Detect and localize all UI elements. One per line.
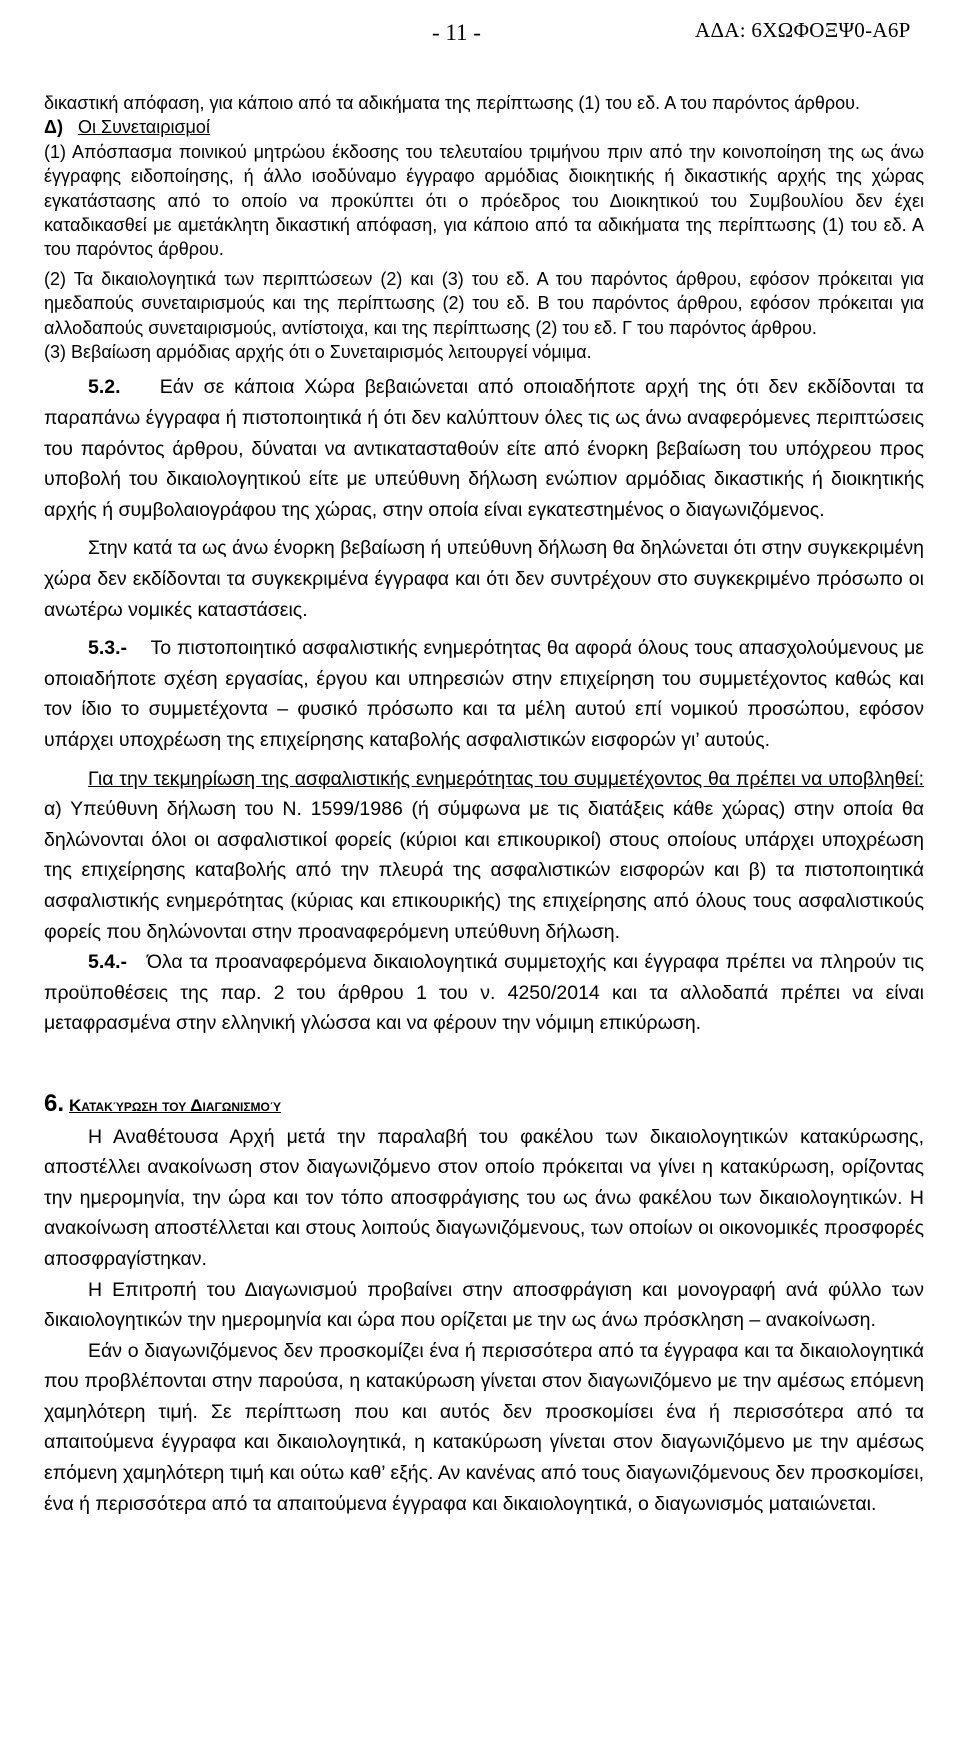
section-d-item-3: (3) Βεβαίωση αρμόδιας αρχής ότι ο Συνεταιρισμός λειτουργεί νόμιμα. — [44, 342, 592, 363]
section-5-3-paragraph-2 — [44, 764, 924, 948]
section-5-2-paragraph-2: Στην κατά τα ως άνω ένορκη βεβαίωση ή υπεύθυνη δήλωση θα δηλώνεται ότι στην συγκεκριμένη χώρα δεν εκδίδονται τα συγκεκριμένα έγγραφα και ότι δεν συντρέχουν στο συγκεκριμένο πρόσωπο οι ανωτέρω νομικές καταστάσεις. — [44, 537, 924, 621]
section-6-heading — [44, 1089, 924, 1122]
section-5-3-number: 5.3.- — [88, 637, 128, 660]
section-6-paragraph-3: Εάν ο διαγωνιζόμενος δεν προσκομίζει ένα ή περισσότερα από τα έγγραφα και τα δικαιολογητικά που προβλέπονται στην παρούσα, η κατακύρωση γίνεται στον διαγωνιζόμενο με την αμέσως επόμενη χαμηλότερη τιμή. Σε περίπτωση που και αυτός δεν προσκομίσει ένα ή περισσότερα από τα απαιτούμενα έγγραφα και δικαιολογητικά, η κατακύρωση γίνεται στον διαγωνιζόμενο με την αμέσως επόμενη χαμηλότερη τιμή και ούτω καθ’ εξής. Αν κανένας από τους διαγωνιζόμενους δεν προσκομίσει, ένα ή περισσότερα από τα απαιτούμενα έγγραφα και δικαιολογητικά, ο διαγωνισμός ματαιώνεται. — [44, 1339, 924, 1515]
section-5-3-rest: α) Υπεύθυνη δήλωση του Ν. 1599/1986 (ή σύμφωνα με τις διατάξεις κάθε χώρας) στην οποία θα δηλώνονται όλοι οι ασφαλιστικοί φορείς (κύριοι και επικουρικοί) στους οποίους υπάρχει υποχρέωση της επιχείρησης καταβολής από την πλευρά της ασφαλιστικών εισφορών και β) τα πιστοποιητικά ασφαλιστικής ενημερότητας (κύριας και επικουρικής) της επιχείρησης από όλους τους ασφαλιστικούς φορείς που δηλώνονται στην προαναφερόμενη υπεύθυνη δήλωση. — [44, 798, 924, 943]
section-5-4-number: 5.4.- — [88, 951, 128, 974]
section-5-3-text: Το πιστοποιητικό ασφαλιστικής ενημερότητας θα αφορά όλους τους απασχολούμενους με οποιαδήποτε σχέση εργασίας, έργου και υπηρεσιών στην επιχείρηση του συμμετέχοντος καθώς και τον ίδιο το συμμετέχοντα – φυσικό πρόσωπο και τα μέλη αυτού επί νομικού προσώπου, εφόσον υπάρχει υποχρέωση της επιχείρησης καταβολής ασφαλιστικών εισφορών γι’ αυτούς. — [44, 637, 924, 751]
section-d-label: Δ) — [44, 117, 63, 138]
page-number: - 11 - — [432, 20, 481, 45]
section-5-2-text: Εάν σε κάποια Χώρα βεβαιώνεται από οποιαδήποτε αρχή της ότι δεν εκδίδονται τα παραπάνω έγγραφα ή πιστοποιητικά ή ότι δεν καλύπτουν όλες τις ως άνω αναφερόμενες περιπτώσεις του παρόντος άρθρου, δύναται να αντικατασταθούν είτε από ένορκη βεβαίωση του υπόχρεου προς υποβολή του δικαιολογητικού είτε με υπεύθυνη δήλωση ενώπιον αρμόδιας δικαστικής ή διοικητικής αρχής ή συμβολαιογράφου της χώρας, στην οποία είναι εγκατεστημένος ο διαγωνιζόμενος. — [44, 376, 924, 521]
section-5-3 — [44, 633, 924, 755]
section-5-4 — [44, 947, 924, 1039]
paragraph-continuation: δικαστική απόφαση, για κάποιο από τα αδικήματα της περίπτωσης (1) του εδ. Α του παρόντος άρθρου. — [44, 93, 861, 113]
section-d-heading — [44, 115, 924, 139]
section-6-number: 6. — [44, 1089, 65, 1117]
section-d-title: Οι Συνεταιρισμοί — [77, 117, 210, 138]
section-5-4-text: Όλα τα προαναφερόμενα δικαιολογητικά συμμετοχής και έγγραφα πρέπει να πληρούν τις προϋποθέσεις της παρ. 2 του άρθρου 1 του ν. 4250/2014 και τα αλλοδαπά πρέπει να είναι μεταφρασμένα στην ελληνική γλώσσα και να φέρουν την νόμιμη επικύρωση. — [44, 951, 924, 1035]
section-5-2 — [44, 372, 924, 525]
section-6-paragraph-2: Η Επιτροπή του Διαγωνισμού προβαίνει στην αποσφράγιση και μονογραφή ανά φύλλο των δικαιολογητικών την ημερομηνία και ώρα που ορίζεται με την ως άνω πρόσκληση – ανακοίνωση. — [44, 1278, 924, 1332]
section-6-paragraph-1: Η Αναθέτουσα Αρχή μετά την παραλαβή του φακέλου των δικαιολογητικών κατακύρωσης, αποστέλλει ανακοίνωση στον διαγωνιζόμενο στον οποίο πρόκειται να γίνει η κατακύρωση, ορίζοντας την ημερομηνία, την ώρα και τον τόπο αποσφράγισης του ως άνω φακέλου των δικαιολογητικών. Η ανακοίνωση αποστέλλεται και στους λοιπούς διαγωνιζόμενους, των οποίων οι οικονομικές προσφορές αποσφραγίστηκαν. — [44, 1125, 924, 1270]
document-body — [44, 91, 924, 1519]
section-6-title: Κατακύρωση του Διαγωνισμού — [69, 1095, 282, 1115]
section-d-item-1: (1) Απόσπασμα ποινικού μητρώου έκδοσης του τελευταίου τριμήνου πριν από την κοινοποίηση της ως άνω έγγραφης ειδοποίησης, ή άλλο ισοδύναμο έγγραφο αρμόδιας διοικητικής ή δικαστικής αρχής της χώρας εγκατάστασης από το οποίο να προκύπτει ότι ο πρόεδρος του Διοικητικού του Συμβουλίου δεν έχει καταδικασθεί με αμετάκλητη δικαστική απόφαση, για κάποιο από τα αδικήματα της περίπτωσης (1) του εδ. Α του παρόντος άρθρου. — [44, 141, 924, 260]
section-d-item-2: (2) Τα δικαιολογητικά των περιπτώσεων (2) και (3) του εδ. Α του παρόντος άρθρου, εφόσον πρόκειται για ημεδαπούς συνεταιρισμούς και της περίπτωσης (2) του εδ. Β του παρόντος άρθρου, εφόσον πρόκειται για αλλοδαπούς συνεταιρισμούς, αντίστοιχα, και της περίπτωσης (2) του εδ. Γ του παρόντος άρθρου. — [44, 268, 924, 338]
section-5-2-number: 5.2. — [88, 376, 121, 399]
section-5-3-underlined: Για την τεκμηρίωση της ασφαλιστικής ενημερότητας του συμμετέχοντος θα πρέπει να υποβληθεί: — [88, 767, 924, 790]
ada-code: ΑΔΑ: 6ΧΩΦΟΞΨ0-Α6Ρ — [695, 18, 911, 42]
